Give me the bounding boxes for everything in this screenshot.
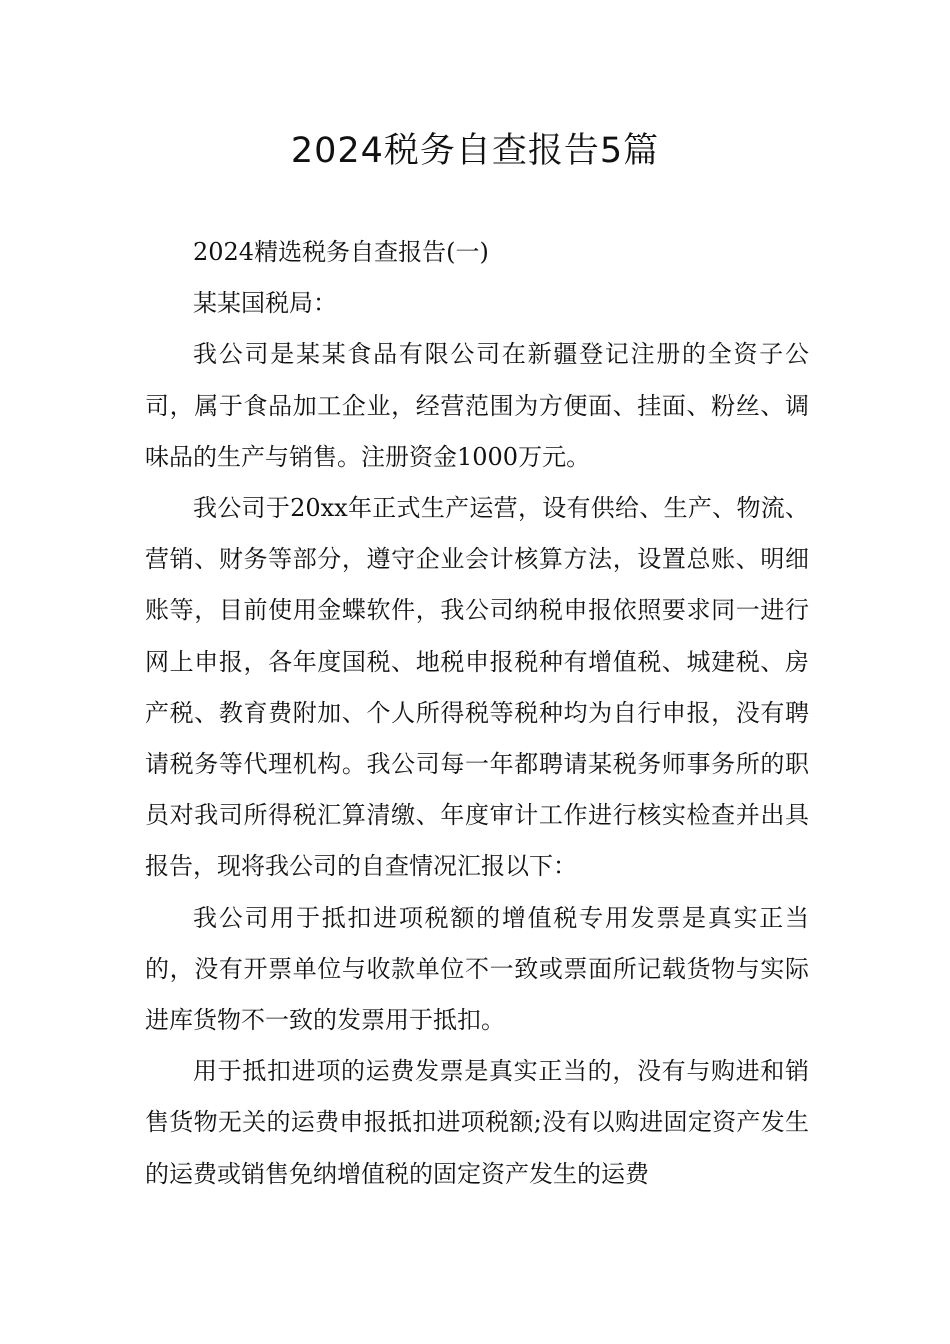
paragraph-freight: 用于抵扣进项的运费发票是真实正当的，没有与购进和销售货物无关的运费申报抵扣进项税额;没有以购进固定资产发生的运费或销售免纳增值税的固定资产发生的运费 (145, 1057, 809, 1188)
document-title: 2024税务自查报告5篇 (290, 131, 660, 171)
paragraph-operations: 我公司于20xx年正式生产运营，设有供给、生产、物流、营销、财务等部分，遵守企业会计核算方法，设置总账、明细账等，目前使用金蝶软件，我公司纳税申报依照要求同一进行网上申报，各年度国税、地税申报税种有增值税、城建税、房产税、教育费附加、个人所得税等税种均为自行申报，没有聘请税务等代理机构。我公司每一年都聘请某税务师事务所的职员对我司所得税汇算清缴、年度审计工作进行核实检查并出具报告，现将我公司的自查情况汇报以下： (145, 494, 809, 881)
document-body (145, 227, 809, 1200)
section-heading: 2024精选税务自查报告(一) (193, 238, 489, 266)
paragraph-company-intro: 我公司是某某食品有限公司在新疆登记注册的全资子公司，属于食品加工企业，经营范围为方便面、挂面、粉丝、调味品的生产与销售。注册资金1000万元。 (145, 340, 809, 471)
paragraph-invoice: 我公司用于抵扣进项税额的增值税专用发票是真实正当的，没有开票单位与收款单位不一致或票面所记载货物与实际进库货物不一致的发票用于抵扣。 (145, 903, 809, 1035)
salutation: 某某国税局： (193, 289, 337, 318)
